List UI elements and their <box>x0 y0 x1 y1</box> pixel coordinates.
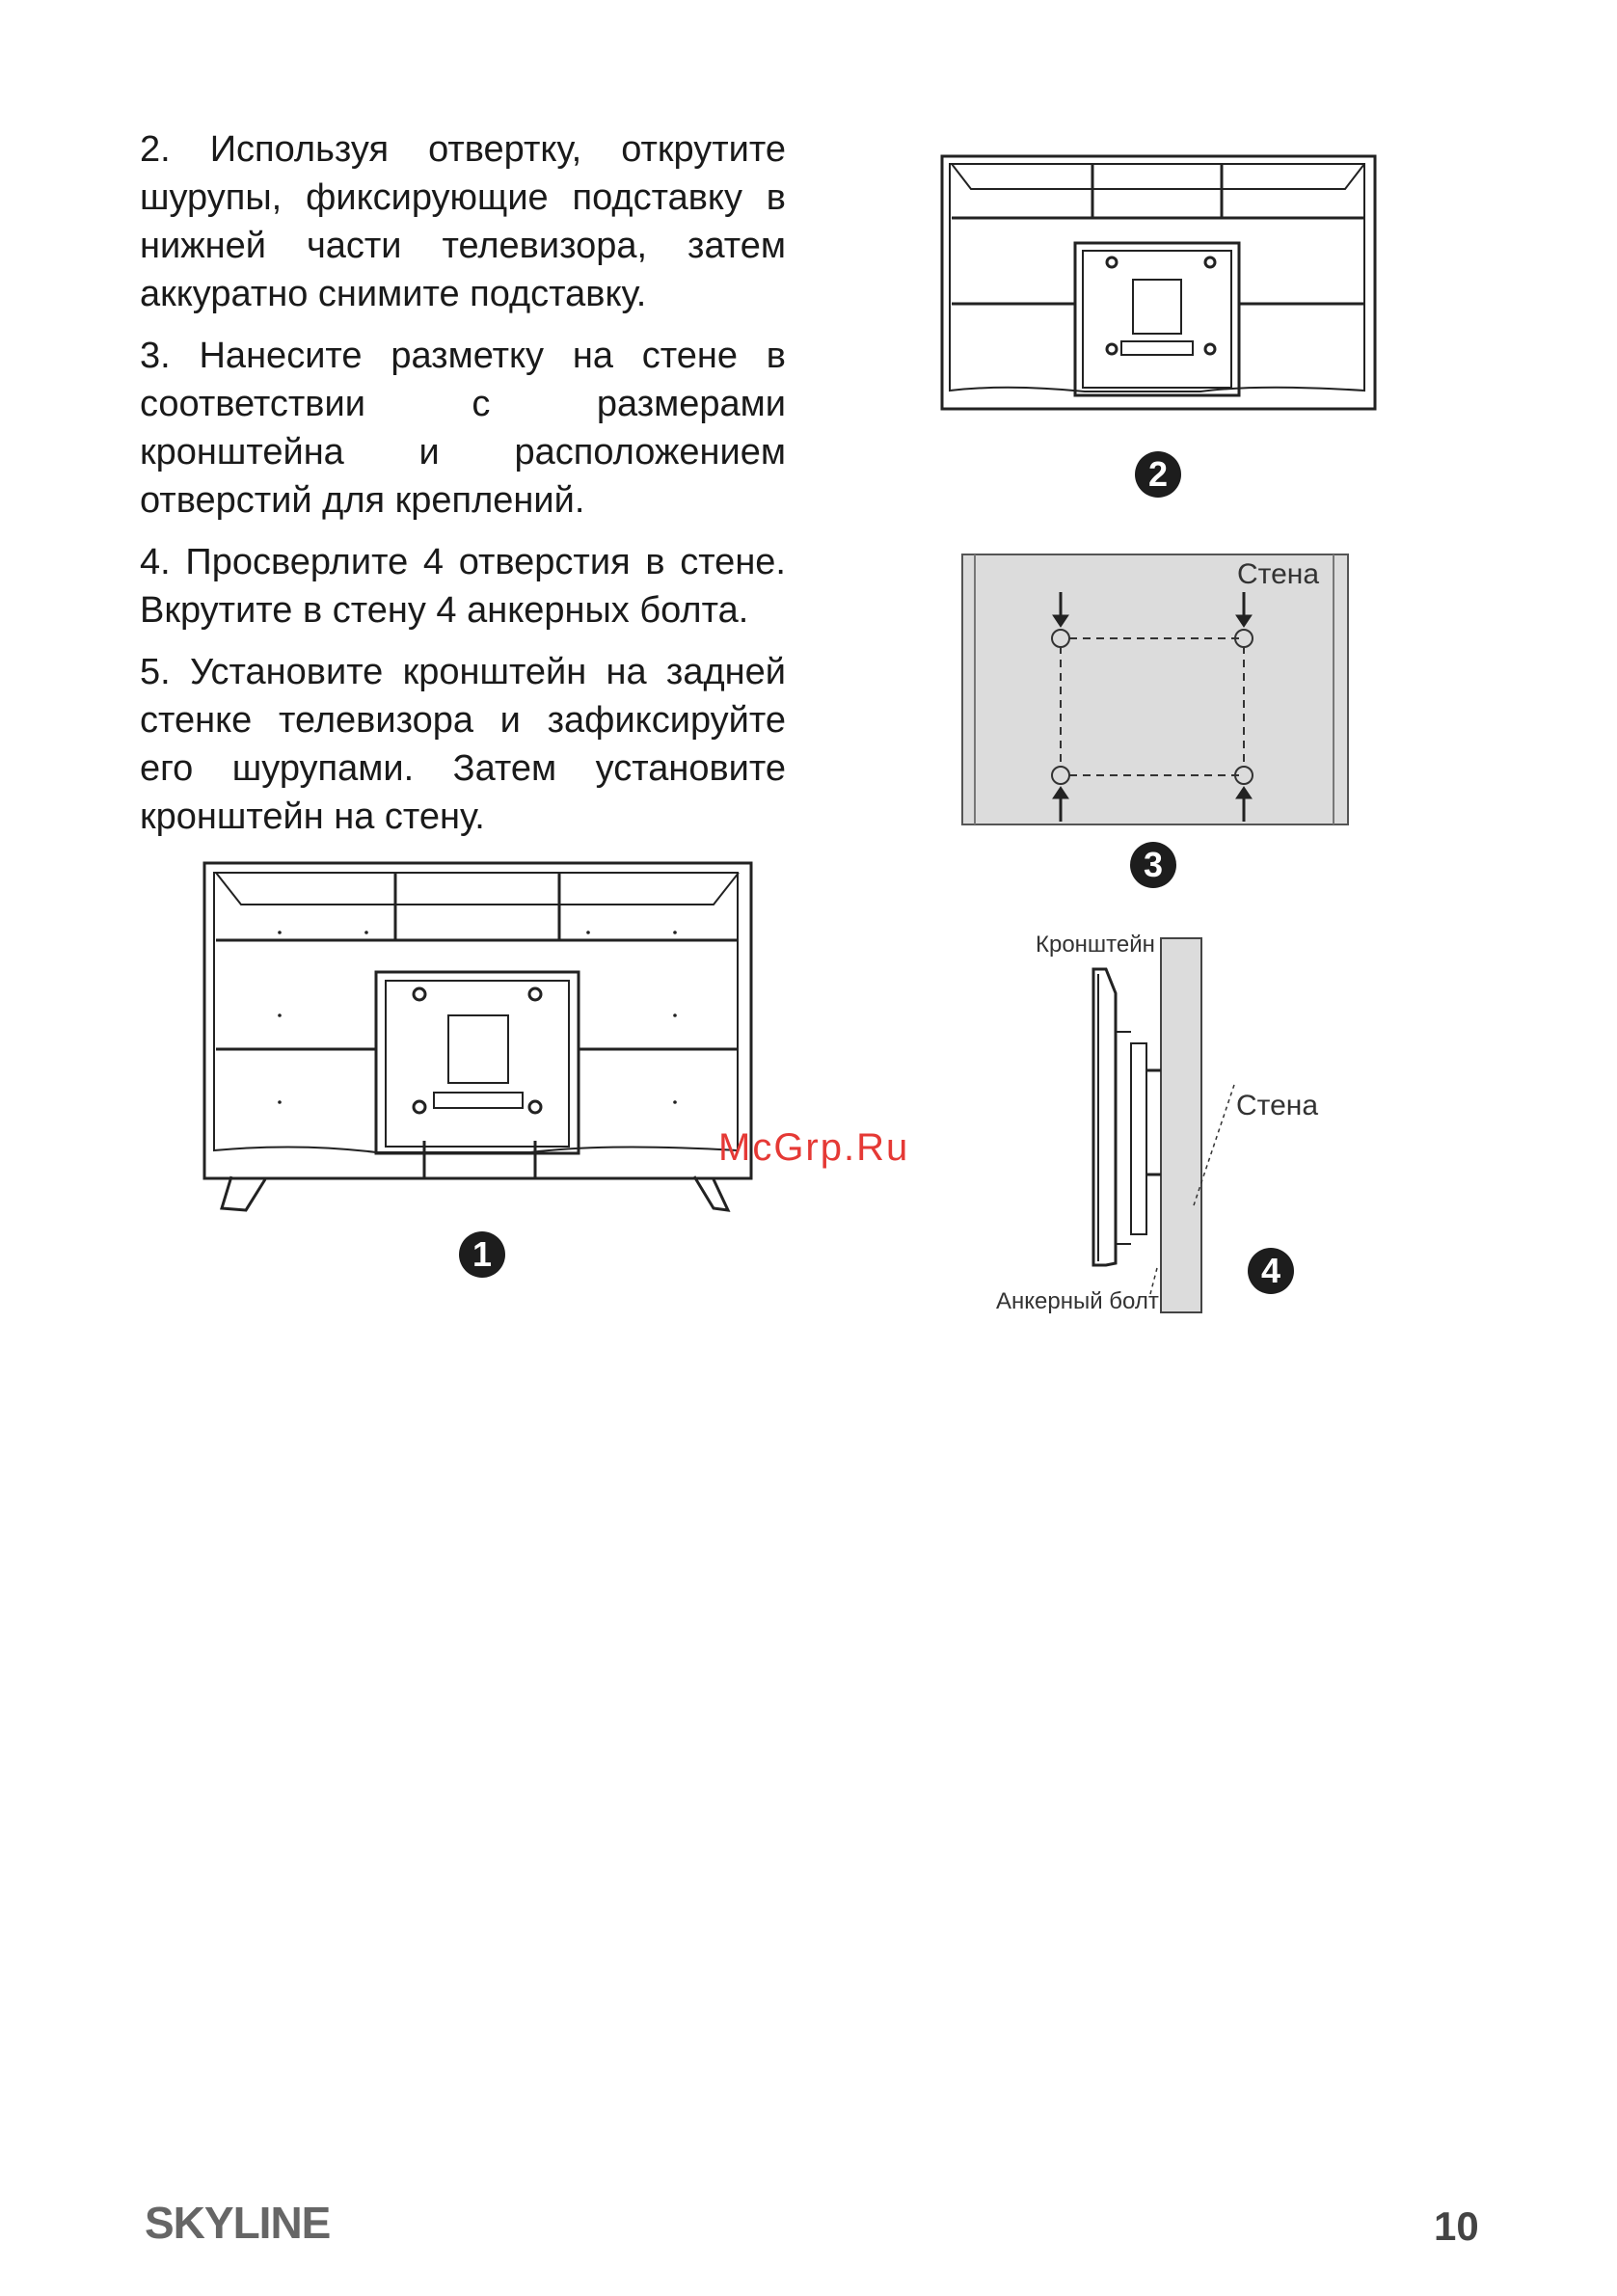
figure-3-number: 3 <box>1130 842 1176 888</box>
figure-3-wall-label: Стена <box>1237 558 1320 590</box>
instructions <box>140 125 786 854</box>
figure-3-wall-marking <box>961 554 1349 825</box>
brand-logo: SKYLINE <box>145 2198 331 2248</box>
figure-4-side-view <box>1085 935 1331 1321</box>
step-3: 3. Нанесите разметку на стене в соответствии с размерами кронштейна и расположением отверстий для креплений. <box>140 336 786 521</box>
tv-back-with-stand-drawing <box>202 861 757 1228</box>
figure-1-tv-with-stand <box>202 861 757 1228</box>
figure-4-wall-label: Стена <box>1236 1090 1319 1121</box>
figure-4-bolt-label: Анкерный болт <box>996 1288 1159 1314</box>
figure-4-bracket-label: Кронштейн <box>1036 932 1155 958</box>
watermark: McGrp.Ru <box>718 1126 910 1169</box>
wall-marking-drawing <box>961 554 1349 825</box>
figure-1-number: 1 <box>459 1231 505 1278</box>
step-2: 2. Используя отвертку, открутите шурупы, фиксирующие подставку в нижней части телевизора, затем аккуратно снимите подставку. <box>140 129 786 314</box>
step-5: 5. Установите кронштейн на задней стенке телевизора и зафиксируйте его шурупами. Затем установите кронштейн на стену. <box>140 652 786 837</box>
figure-2-number: 2 <box>1135 451 1181 498</box>
figure-2-tv-without-stand <box>940 154 1379 413</box>
bracket-side-view-drawing <box>1085 935 1331 1321</box>
figure-4-number: 4 <box>1248 1248 1294 1294</box>
page-number: 10 <box>1434 2203 1479 2249</box>
tv-back-drawing <box>940 154 1379 413</box>
step-4: 4. Просверлите 4 отверстия в стене. Вкрутите в стену 4 анкерных болта. <box>140 542 786 631</box>
